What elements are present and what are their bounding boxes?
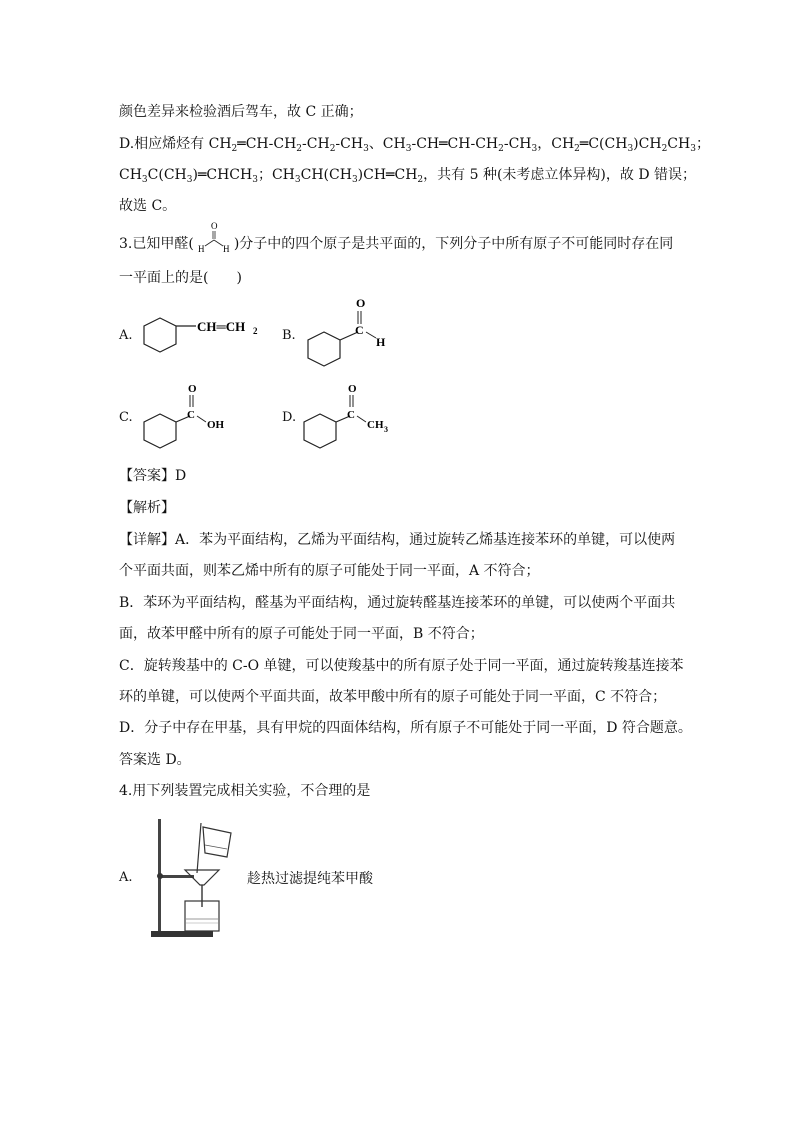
- detail-line: C．旋转羧基中的 C-O 单键，可以使羧基中的所有原子处于同一平面，通过旋转羧基连接苯: [119, 658, 684, 674]
- text-line: 故选 C。: [119, 198, 177, 214]
- hot-filtration-apparatus-image: [145, 815, 245, 943]
- formaldehyde-svg: [194, 220, 234, 254]
- atom-c: C: [347, 409, 355, 421]
- atom-h: H: [376, 335, 386, 349]
- option-a-label: A.: [119, 328, 133, 343]
- detail-line: 答案选 D。: [119, 752, 191, 768]
- option-c-label: C.: [119, 410, 133, 425]
- q4-option-a-text: 趁热过滤提纯苯甲酸: [247, 871, 373, 887]
- atom-h: H: [197, 244, 205, 254]
- detail-line: D．分子中存在甲基，具有甲烷的四面体结构，所有原子不可能处于同一平面，D 符合题意。: [119, 720, 692, 736]
- atom-o: O: [188, 383, 197, 395]
- q4-option-a-label: A.: [119, 870, 133, 885]
- atom-c: C: [355, 323, 364, 337]
- benzoic-acid-structure: [140, 380, 240, 455]
- styrene-structure: [140, 310, 265, 360]
- text-line-d-alkenes-2: $CH_3C(CH_3)═CHCH_3$；$CH_3CH(CH_3)CH═CH_2$，共有 5 种(未考虑立体异构)，故 D 错误；: [119, 167, 696, 185]
- atom-c: C: [187, 409, 195, 421]
- formaldehyde-structure: [194, 221, 234, 254]
- atom-o: O: [210, 221, 218, 231]
- analysis-heading: 【解析】: [119, 500, 175, 516]
- detail-line: 个平面共面，则苯乙烯中所有的原子可能处于同一平面，A 不符合；: [119, 563, 540, 579]
- vinyl-group: CH═CH: [197, 319, 246, 334]
- question-4-stem: 4.用下列装置完成相关实验，不合理的是: [119, 783, 371, 799]
- subscript: 2: [253, 326, 258, 336]
- question-3-stem-2: 一平面上的是( ): [119, 270, 242, 286]
- answer-line: 【答案】D: [119, 468, 187, 484]
- benzaldehyde-structure: [300, 294, 400, 374]
- hydroxyl-group: OH: [207, 419, 225, 431]
- option-b-label: B.: [282, 328, 296, 343]
- atom-h: H: [222, 244, 230, 254]
- atom-o: O: [356, 296, 366, 310]
- subscript: 3: [384, 425, 388, 434]
- atom-o: O: [348, 383, 357, 395]
- question-3-stem: 3.已知甲醛( O H H )分子中的四个原子是共平面的，下列分子中所有原子不可能同时存在同: [119, 221, 674, 254]
- methyl-group: CH: [367, 419, 384, 431]
- detail-line: 环的单键，可以使两个平面共面，故苯甲酸中所有的原子可能处于同一平面，C 不符合；: [119, 689, 667, 705]
- detail-line: 面，故苯甲醛中所有的原子可能处于同一平面，B 不符合；: [119, 626, 484, 642]
- option-d-label: D.: [282, 410, 297, 425]
- detail-line: 【详解】A．苯为平面结构，乙烯为平面结构，通过旋转乙烯基连接苯环的单键，可以使两: [119, 532, 676, 548]
- detail-line: B．苯环为平面结构，醛基为平面结构，通过旋转醛基连接苯环的单键，可以使两个平面共: [119, 595, 676, 611]
- text-line: 颜色差异来检验酒后驾车，故 C 正确；: [119, 104, 363, 120]
- acetophenone-structure: [300, 380, 400, 455]
- text-line-d-alkenes: D.相应烯烃有 $CH_2═CH-CH_2-CH_2-CH_3$、$CH_3-CH═CH-CH_2-CH_3$，$CH_2═C(CH_3)CH_2CH_3$；: [119, 136, 710, 154]
